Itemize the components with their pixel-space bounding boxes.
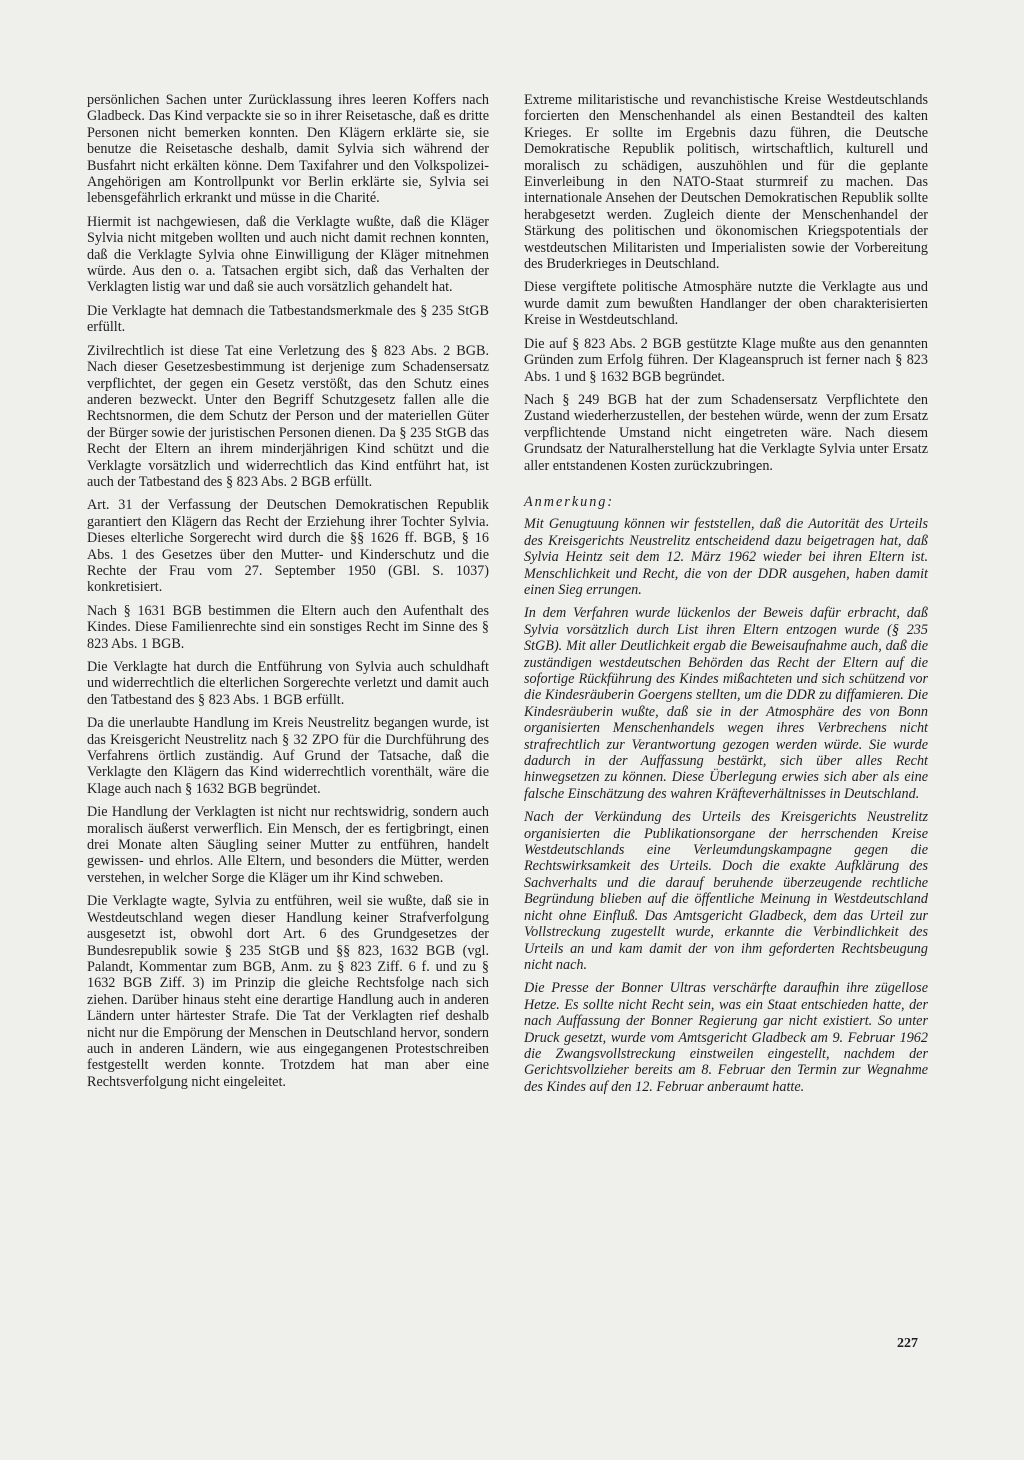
note-paragraph: Nach der Verkündung des Urteils des Kreisgerichts Neustrelitz organisierten die Publikationsorgane der herrschenden Kreise Westdeutschlands eine Verleumdungskampagne gegen die Rechtswirksamkeit des Urteils. Doch die exakte Aufklärung des Sachverhalts und die darauf beruhende überzeugende rechtliche Begründung blieben auf die öffentliche Meinung in Westdeutschland nicht ohne Einfluß. Das Amtsgericht Gladbeck, dem das Urteil zur Vollstreckung zugestellt wurde, erkannte die Verbindlichkeit des Urteils an und kam damit der von ihm geforderten Rechtsbeugung nicht nach. [524, 809, 928, 973]
page-number: 227 [897, 1336, 918, 1351]
note-heading: Anmerkung: [524, 493, 615, 510]
paragraph: Die Verklagte wagte, Sylvia zu entführen, weil sie wußte, daß sie in Westdeutschland wegen dieser Handlung keiner Strafverfolgung ausgesetzt ist, obwohl dort Art. 6 des Grundgesetzes der Bundesrepublik sowie § 235 StGB und §§ 823, 1632 BGB (vgl. Palandt, Kommentar zum BGB, Anm. zu § 823 Ziff. 6 f. und zu § 1632 BGB Ziff. 3) im Prinzip die gleiche Rechtsfolge nach sich ziehen. Darüber hinaus steht eine derartige Handlung auch in anderen Ländern unter härtester Strafe. Die Tat der Verklagten rief deshalb nicht nur die Empörung der Menschen in Deutschland hervor, sondern auch in anderen Ländern, wie aus eingegangenen Protestschreiben festgestellt werden konnte. Trotzdem hat man aber eine Rechtsverfolgung nicht eingeleitet. [87, 893, 489, 1090]
paragraph: Die auf § 823 Abs. 2 BGB gestützte Klage mußte aus den genannten Gründen zum Erfolg führen. Der Klageanspruch ist ferner nach § 823 Abs. 1 und § 1632 BGB begründet. [524, 335, 928, 385]
right-column [524, 92, 928, 1102]
paragraph: Die Handlung der Verklagten ist nicht nur rechtswidrig, sondern auch moralisch äußerst verwerflich. Ein Mensch, der es fertigbringt, einen drei Monate alten Säugling seiner Mutter zu entführen, handelt gewissen- und ehrlos. Alle Eltern, und besonders die Mütter, werden verstehen, in welcher Sorge die Kläger um ihr Kind schweben. [87, 804, 489, 886]
paragraph: Extreme militaristische und revanchistische Kreise Westdeutschlands forcierten den Menschenhandel als einen Bestandteil des kalten Krieges. Er sollte im Ergebnis dazu führen, die Deutsche Demokratische Republik politisch, wirtschaftlich, kulturell und moralisch zu schädigen, auszuhöhlen und für die geplante Einverleibung in den NATO-Staat sturmreif zu machen. Das internationale Ansehen der Deutschen Demokratischen Republik sollte herabgesetzt werden. Zugleich diente der Menschenhandel der Stärkung des politischen und ökonomischen Kriegspotentials der westdeutschen Militaristen und Imperialisten sowie der Vorbereitung des Bruderkrieges in Deutschland. [524, 92, 928, 273]
paragraph: Diese vergiftete politische Atmosphäre nutzte die Verklagte aus und wurde damit zum bewußten Handlanger der oben charakterisierten Kreise in Westdeutschland. [524, 279, 928, 329]
paragraph: Nach § 249 BGB hat der zum Schadensersatz Verpflichtete den Zustand wiederherzustellen, der bestehen würde, wenn der zum Ersatz verpflichtende Umstand nicht eingetreten wäre. Nach diesem Grundsatz der Naturalherstellung hat die Verklagte Sylvia unter Ersatz aller entstandenen Kosten zurückzubringen. [524, 391, 928, 474]
paragraph: Die Verklagte hat durch die Entführung von Sylvia auch schuldhaft und widerrechtlich die elterlichen Sorgerechte verletzt und damit auch den Tatbestand des § 823 Abs. 1 BGB erfüllt. [87, 659, 489, 708]
note-paragraph: Die Presse der Bonner Ultras verschärfte daraufhin ihre zügellose Hetze. Es sollte nicht Recht sein, was ein Staat entschieden hatte, der nach Auffassung der Bonner Regierung gar nicht existiert. So unter Druck gesetzt, wurde vom Amtsgericht Gladbeck am 9. Februar 1962 die Zwangsvollstreckung einstweilen eingestellt, nachdem der Gerichtsvollzieher bereits am 8. Februar den Termin zur Wegnahme des Kindes auf den 12. Februar anberaumt hatte. [524, 980, 928, 1095]
note-paragraph: Mit Genugtuung können wir feststellen, daß die Autorität des Urteils des Kreisgerichts Neustrelitz entscheidend dazu beigetragen hat, daß Sylvia Heintz seit dem 12. März 1962 wieder bei ihren Eltern ist. Menschlichkeit und Recht, die von der DDR ausgehen, haben damit einen Sieg errungen. [524, 516, 928, 598]
paragraph: Hiermit ist nachgewiesen, daß die Verklagte wußte, daß die Kläger Sylvia nicht mitgeben wollten und auch nicht damit rechnen konnten, daß die Verklagte Sylvia ohne Einwilligung der Kläger mitnehmen würde. Aus den o. a. Tatsachen ergibt sich, daß das Verhalten der Verklagten listig war und daß sie auch vorsätzlich gehandelt hat. [87, 213, 489, 296]
paragraph: Art. 31 der Verfassung der Deutschen Demokratischen Republik garantiert den Klägern das Recht der Erziehung ihrer Tochter Sylvia. Dieses elterliche Sorgerecht wird durch die §§ 1626 ff. BGB, § 16 Abs. 1 des Gesetzes über den Mutter- und Kinderschutz und die Rechte der Frau vom 27. September 1950 (GBl. S. 1037) konkretisiert. [87, 497, 489, 596]
paragraph: Da die unerlaubte Handlung im Kreis Neustrelitz begangen wurde, ist das Kreisgericht Neustrelitz nach § 32 ZPO für die Durchführung des Verfahrens örtlich zuständig. Auf Grund der Tatsache, daß die Verklagte den Klägern das Kind widerrechtlich vorenthält, wäre die Klage auch nach § 1632 BGB begründet. [87, 715, 489, 797]
left-column [87, 92, 489, 1097]
paragraph: Nach § 1631 BGB bestimmen die Eltern auch den Aufenthalt des Kindes. Diese Familienrechte sind ein sonstiges Recht im Sinne des § 823 Abs. 1 BGB. [87, 602, 489, 652]
paragraph: Die Verklagte hat demnach die Tatbestandsmerkmale des § 235 StGB erfüllt. [87, 302, 489, 336]
note-paragraph: In dem Verfahren wurde lückenlos der Beweis dafür erbracht, daß Sylvia vorsätzlich durch List ihren Eltern entzogen wurde (§ 235 StGB). Mit aller Deutlichkeit ergab die Beweisaufnahme auch, daß die zuständigen westdeutschen Behörden das Recht der Eltern auf die sofortige Rückführung des Kindes mißachteten und sich schützend vor die Kindesräuberin Goergens stellten, um die DDR zu diffamieren. Die Kindesräuberin wußte, daß sie in der Atmosphäre des von Bonn organisierten Menschenhandels wegen ihres Verbrechens nicht strafrechtlich zur Verantwortung gezogen werden würde. Sie wurde dadurch in der Auffassung bestärkt, sich über alles Recht hinwegsetzen zu können. Diese Überlegung erwies sich aber als eine falsche Einschätzung des wahren Kräfteverhältnisses in Deutschland. [524, 605, 928, 802]
paragraph: persönlichen Sachen unter Zurücklassung ihres leeren Koffers nach Gladbeck. Das Kind verpackte sie so in ihrer Reisetasche, daß es dritte Personen nicht bemerken konnten. Den Klägern erklärte sie, sie benutze die Reisetasche deshalb, damit Sylvia sich während der Busfahrt nicht erkälten könne. Dem Taxifahrer und den Volkspolizei-Angehörigen am Kontrollpunkt vor Berlin erklärte sie, Sylvia sei lebensgefährlich erkrankt und müsse in die Charité. [87, 92, 489, 207]
paragraph: Zivilrechtlich ist diese Tat eine Verletzung des § 823 Abs. 2 BGB. Nach dieser Gesetzesbestimmung ist derjenige zum Schadensersatz verpflichtet, der gegen ein Gesetz verstößt, das den Schutz eines anderen bezweckt. Unter den Begriff Schutzgesetz fallen alle die Rechtsnormen, die dem Schutz der Person und der materiellen Güter der Bürger sowie der juristischen Personen dienen. Da § 235 StGB das Recht der Eltern an ihrem minderjährigen Kind schützt und die Verklagte vorsätzlich und widerrechtlich das Kind entführt hat, ist auch der Tatbestand des § 823 Abs. 2 BGB erfüllt. [87, 342, 489, 490]
